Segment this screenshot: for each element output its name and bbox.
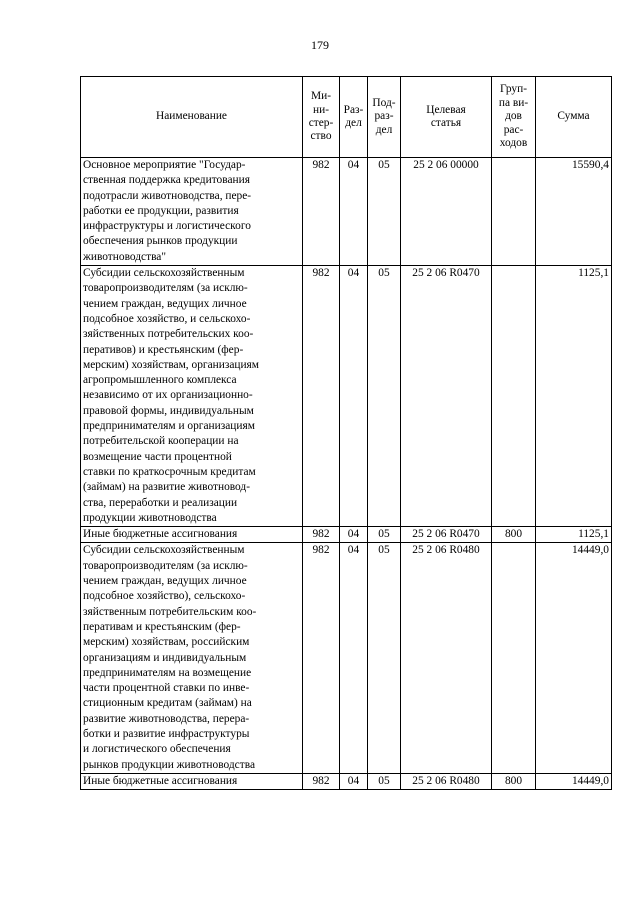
text-line: Ми- xyxy=(310,90,332,103)
text-line: и логистического обеспечения xyxy=(83,743,231,756)
row-subsection: 05 xyxy=(368,773,401,789)
text-line: стиционным кредитам (займам) на xyxy=(83,697,252,710)
row-target: 25 2 06 R0470 xyxy=(401,527,492,543)
row-group: 800 xyxy=(492,527,536,543)
row-sum: 14449,0 xyxy=(536,543,612,773)
row-name xyxy=(81,543,303,773)
header-name: Наименование xyxy=(81,77,303,158)
text-line: товаропроизводителям (за исклю- xyxy=(83,282,248,295)
text-line: подсобное хозяйство), сельскохо- xyxy=(83,590,246,603)
text-line: Иные бюджетные ассигнования xyxy=(83,774,238,787)
row-sum: 15590,4 xyxy=(536,158,612,266)
text-line: зяйственных потребительских коо- xyxy=(83,328,254,341)
row-section: 04 xyxy=(340,527,368,543)
row-section: 04 xyxy=(340,158,368,266)
row-target: 25 2 06 R0480 xyxy=(401,773,492,789)
text-line: зяйственным потребительским коо- xyxy=(83,605,257,618)
text-line: предпринимателям и организациям xyxy=(83,420,255,433)
budget-table xyxy=(80,76,612,790)
header-target xyxy=(401,77,492,158)
text-line: предпринимателям на возмещение xyxy=(83,666,252,679)
row-section: 04 xyxy=(340,773,368,789)
text-line: ственная поддержка кредитования xyxy=(83,174,250,187)
row-subsection: 05 xyxy=(368,543,401,773)
row-group: 800 xyxy=(492,773,536,789)
row-ministry: 982 xyxy=(303,543,340,773)
text-line: рас- xyxy=(503,123,524,136)
text-line: статья xyxy=(430,117,462,129)
text-line: животноводства" xyxy=(83,250,167,263)
row-ministry: 982 xyxy=(303,266,340,527)
text-line: ходов xyxy=(499,137,528,150)
text-line: потребительской кооперации на xyxy=(83,435,239,448)
text-line: независимо от их организационно- xyxy=(83,389,253,402)
text-line: товаропроизводителям (за исклю- xyxy=(83,559,248,572)
row-target: 25 2 06 00000 xyxy=(401,158,492,266)
text-line: ни- xyxy=(313,103,329,116)
row-subsection: 05 xyxy=(368,266,401,527)
text-line: раз- xyxy=(374,110,394,123)
header-sum: Сумма xyxy=(536,77,612,158)
text-line: ботки и развитие инфраструктуры xyxy=(83,727,250,740)
text-line: чением граждан, ведущих личное xyxy=(83,575,247,588)
table-header-row xyxy=(81,77,612,158)
text-line: агропромышленного комплекса xyxy=(83,374,237,387)
row-subsection: 05 xyxy=(368,527,401,543)
text-line: ства, переработки и реализации xyxy=(83,496,238,509)
text-line: мерским) хозяйствам, российским xyxy=(83,636,250,649)
row-group xyxy=(492,158,536,266)
text-line: Основное мероприятие "Государ- xyxy=(83,159,246,171)
table-row xyxy=(81,773,612,789)
row-name xyxy=(81,773,303,789)
row-name xyxy=(81,158,303,266)
row-group xyxy=(492,543,536,773)
header-ministry xyxy=(303,77,340,158)
row-name xyxy=(81,266,303,527)
row-sum: 1125,1 xyxy=(536,266,612,527)
text-line: обеспечения рынков продукции xyxy=(83,235,238,248)
row-sum: 1125,1 xyxy=(536,527,612,543)
text-line: ство xyxy=(310,130,332,143)
text-line: подотрасли животноводства, пере- xyxy=(83,189,252,202)
table-row xyxy=(81,527,612,543)
text-line: части процентной ставки по инве- xyxy=(83,682,250,695)
text-line: стер- xyxy=(308,117,334,129)
text-line: инфраструктуры и логистического xyxy=(83,220,251,233)
row-target: 25 2 06 R0480 xyxy=(401,543,492,773)
text-line: продукции животноводства xyxy=(83,511,217,524)
row-sum: 14449,0 xyxy=(536,773,612,789)
text-line: подсобное хозяйство, и сельскохо- xyxy=(83,312,251,325)
text-line: развитие животноводства, перера- xyxy=(83,712,250,725)
text-line: Целевая xyxy=(426,103,466,116)
header-subsection xyxy=(368,77,401,158)
text-line: па ви- xyxy=(498,96,529,109)
table-row xyxy=(81,158,612,266)
text-line: дел xyxy=(375,123,393,136)
text-line: мерским) хозяйствам, организациям xyxy=(83,358,260,371)
row-section: 04 xyxy=(340,543,368,773)
table-row xyxy=(81,543,612,773)
row-target: 25 2 06 R0470 xyxy=(401,266,492,527)
text-line: чением граждан, ведущих личное xyxy=(83,297,247,310)
text-line: Груп- xyxy=(500,83,527,96)
row-subsection: 05 xyxy=(368,158,401,266)
text-line: Субсидии сельскохозяйственным xyxy=(83,544,245,557)
text-line: дов xyxy=(505,110,522,123)
table-row xyxy=(81,266,612,527)
row-ministry: 982 xyxy=(303,158,340,266)
text-line: организациям и индивидуальным xyxy=(83,651,247,664)
row-ministry: 982 xyxy=(303,773,340,789)
text-line: Раз- xyxy=(343,103,364,116)
header-section xyxy=(340,77,368,158)
row-name xyxy=(81,527,303,543)
text-line: Под- xyxy=(372,96,396,109)
text-line: Иные бюджетные ассигнования xyxy=(83,528,238,541)
text-line: перативам и крестьянским (фер- xyxy=(83,620,241,633)
text-line: работки ее продукции, развития xyxy=(83,204,239,217)
text-line: рынков продукции животноводства xyxy=(83,758,255,771)
text-line: Субсидии сельскохозяйственным xyxy=(83,267,245,280)
text-line: ставки по краткосрочным кредитам xyxy=(83,465,256,478)
row-section: 04 xyxy=(340,266,368,527)
text-line: дел xyxy=(345,117,362,129)
row-group xyxy=(492,266,536,527)
page-number: 179 xyxy=(311,38,329,52)
text-line: возмещение части процентной xyxy=(83,450,232,463)
header-group xyxy=(492,77,536,158)
row-ministry: 982 xyxy=(303,527,340,543)
text-line: (займам) на развитие животновод- xyxy=(83,481,251,494)
text-line: правовой формы, индивидуальным xyxy=(83,404,254,417)
text-line: перативов) и крестьянским (фер- xyxy=(83,343,244,356)
